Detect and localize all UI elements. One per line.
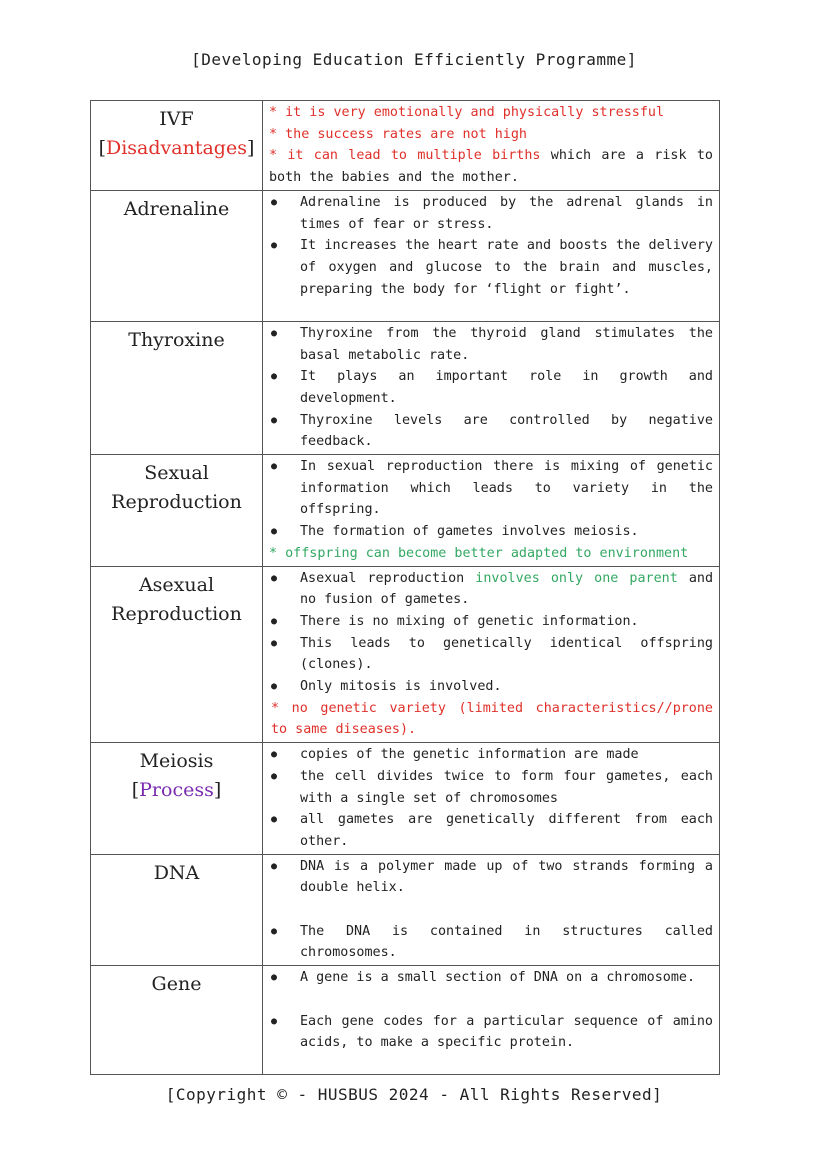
list-item: ● It increases the heart rate and boosts the delivery of oxygen and glucose to the brain and muscles, preparing the body for ‘flight or fight’. bbox=[271, 235, 713, 300]
list-item: ● Thyroxine from the thyroid gland stimulates the basal metabolic rate. bbox=[271, 323, 713, 366]
list-item: ● the cell divides twice to form four gametes, each with a single set of chromosomes bbox=[271, 766, 713, 809]
list-item: ● In sexual reproduction there is mixing of genetic information which leads to variety in the offspring. bbox=[271, 456, 713, 521]
list-item: ● A gene is a small section of DNA on a chromosome. bbox=[271, 967, 713, 989]
table-row-sexual-reproduction bbox=[91, 455, 720, 567]
term-cell bbox=[91, 743, 263, 855]
page-header: [Developing Education Efficiently Programme] bbox=[191, 50, 637, 69]
term-label: IVF bbox=[159, 108, 194, 130]
list-item: ● DNA is a polymer made up of two strands forming a double helix. bbox=[271, 856, 713, 899]
table-row-adrenaline bbox=[91, 190, 720, 321]
table-row-asexual-reproduction bbox=[91, 566, 720, 743]
term-cell bbox=[91, 854, 263, 966]
list-item: ● It plays an important role in growth and development. bbox=[271, 366, 713, 409]
term-category-label: Disadvantages bbox=[106, 137, 247, 159]
description-cell bbox=[263, 455, 720, 567]
term-cell bbox=[91, 190, 263, 321]
description-cell bbox=[263, 854, 720, 966]
note-line: * the success rates are not high bbox=[269, 126, 527, 142]
list-item: ● This leads to genetically identical offspring (clones). bbox=[271, 633, 713, 676]
description-cell bbox=[263, 101, 720, 191]
biology-definitions-table bbox=[90, 100, 720, 1075]
term-cell bbox=[91, 321, 263, 454]
list-item: ● all gametes are genetically different from each other. bbox=[271, 809, 713, 852]
term-label: Gene bbox=[151, 973, 202, 996]
list-item: ● copies of the genetic information are made bbox=[271, 744, 713, 766]
list-item: ● The formation of gametes involves meiosis. bbox=[271, 521, 713, 543]
term-cell bbox=[91, 101, 263, 191]
term-label: DNA bbox=[153, 861, 200, 884]
list-item: ● Only mitosis is involved. bbox=[271, 676, 713, 698]
page-footer: [Copyright © - HUSBUS 2024 - All Rights Reserved] bbox=[165, 1085, 663, 1104]
term-category: [Process] bbox=[131, 779, 222, 802]
note-line: * it can lead to multiple births which are a risk to both the babies and the mother. bbox=[269, 148, 713, 186]
term-label: Reproduction bbox=[111, 491, 242, 514]
table-row-thyroxine bbox=[91, 321, 720, 454]
note-line: * no genetic variety (limited characteristics//prone to same diseases). bbox=[271, 700, 713, 738]
term-cell bbox=[91, 455, 263, 567]
table-row-ivf bbox=[91, 101, 720, 191]
description-cell bbox=[263, 966, 720, 1075]
list-item: ● Each gene codes for a particular sequence of amino acids, to make a specific protein. bbox=[271, 1011, 713, 1054]
term-label: Adrenaline bbox=[123, 197, 230, 220]
list-item: ● Asexual reproduction involves only one parent and no fusion of gametes. bbox=[271, 568, 713, 611]
note-line: * offspring can become better adapted to environment bbox=[269, 545, 689, 561]
description-cell bbox=[263, 743, 720, 855]
list-item: ● Thyroxine levels are controlled by negative feedback. bbox=[271, 410, 713, 453]
term-cell bbox=[91, 566, 263, 743]
term-category-label: Process bbox=[139, 779, 214, 802]
term-category: [Disadvantages] bbox=[98, 137, 255, 159]
list-item: ● Adrenaline is produced by the adrenal glands in times of fear or stress. bbox=[271, 192, 713, 235]
term-label: Thyroxine bbox=[128, 328, 225, 351]
description-cell bbox=[263, 321, 720, 454]
description-cell bbox=[263, 566, 720, 743]
term-label: Reproduction bbox=[111, 602, 242, 625]
table-row-dna bbox=[91, 854, 720, 966]
term-label: Meiosis bbox=[139, 750, 214, 773]
description-cell bbox=[263, 190, 720, 321]
term-cell bbox=[91, 966, 263, 1075]
list-item: ● The DNA is contained in structures called chromosomes. bbox=[271, 921, 713, 964]
list-item: ● There is no mixing of genetic information. bbox=[271, 611, 713, 633]
table-row-gene bbox=[91, 966, 720, 1075]
table-row-meiosis bbox=[91, 743, 720, 855]
term-label: Asexual bbox=[138, 573, 215, 596]
term-label: Sexual bbox=[144, 462, 209, 485]
note-line: * it is very emotionally and physically stressful bbox=[269, 105, 665, 120]
